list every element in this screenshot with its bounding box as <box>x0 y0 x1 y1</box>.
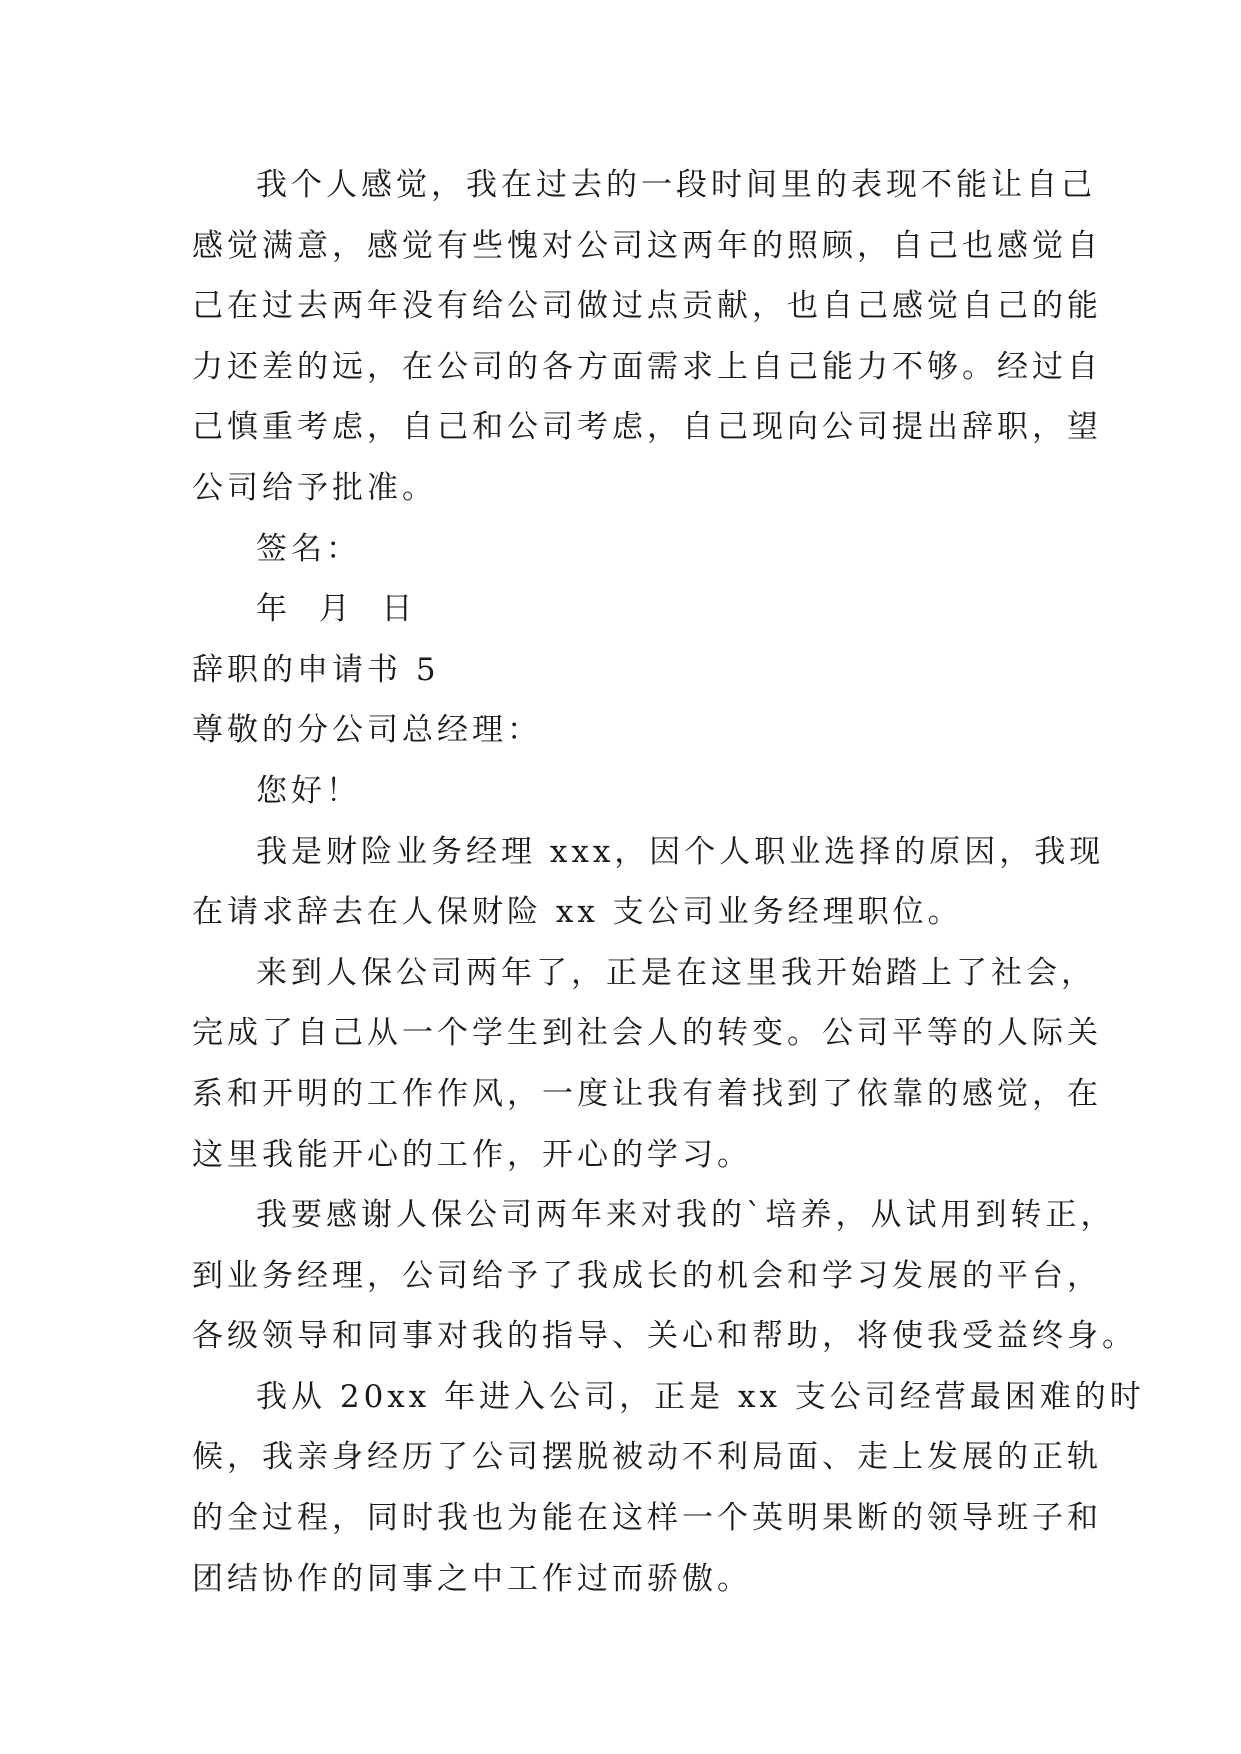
text-line: 到业务经理，公司给予了我成长的机会和学习发展的平台， <box>192 1257 1102 1294</box>
text-line: 我从 20xx 年进入公司，正是 xx 支公司经营最困难的时 <box>256 1378 1145 1415</box>
greeting: 您好！ <box>256 772 361 809</box>
text-line: 系和开明的工作作风，一度让我有着找到了依靠的感觉，在 <box>192 1075 1102 1112</box>
text-line: 候，我亲身经历了公司摆脱被动不利局面、走上发展的正轨 <box>192 1439 1102 1476</box>
text-line: 感觉满意，感觉有些愧对公司这两年的照顾，自己也感觉自 <box>192 227 1102 264</box>
text-line: 力还差的远，在公司的各方面需求上自己能力不够。经过自 <box>192 348 1102 385</box>
text-line: 公司给予批准。 <box>192 469 437 506</box>
text-line: 这里我能开心的工作，开心的学习。 <box>192 1136 752 1173</box>
text-line: 完成了自己从一个学生到社会人的转变。公司平等的人际关 <box>192 1015 1102 1052</box>
text-line: 己慎重考虑，自己和公司考虑，自己现向公司提出辞职，望 <box>192 409 1102 446</box>
date-line: 年 月 日 <box>256 591 417 628</box>
section-title: 辞职的申请书 5 <box>192 651 440 688</box>
text-line: 在请求辞去在人保财险 xx 支公司业务经理职位。 <box>192 894 963 931</box>
signature-label: 签名： <box>256 530 361 567</box>
text-line: 我要感谢人保公司两年来对我的`培养，从试用到转正， <box>256 1197 1116 1234</box>
text-line: 各级领导和同事对我的指导、关心和帮助，将使我受益终身。 <box>192 1318 1137 1355</box>
text-line: 我个人感觉，我在过去的一段时间里的表现不能让自己 <box>256 167 1096 203</box>
text-line: 的全过程，同时我也为能在这样一个英明果断的领导班子和 <box>192 1500 1102 1537</box>
text-line: 团结协作的同事之中工作过而骄傲。 <box>192 1560 752 1597</box>
text-line: 己在过去两年没有给公司做过点贡献，也自己感觉自己的能 <box>192 288 1102 325</box>
salutation: 尊敬的分公司总经理： <box>192 712 542 749</box>
document-body <box>192 155 1145 1609</box>
text-line: 来到人保公司两年了，正是在这里我开始踏上了社会， <box>256 954 1096 991</box>
text-line: 我是财险业务经理 xxx，因个人职业选择的原因，我现 <box>256 833 1105 870</box>
